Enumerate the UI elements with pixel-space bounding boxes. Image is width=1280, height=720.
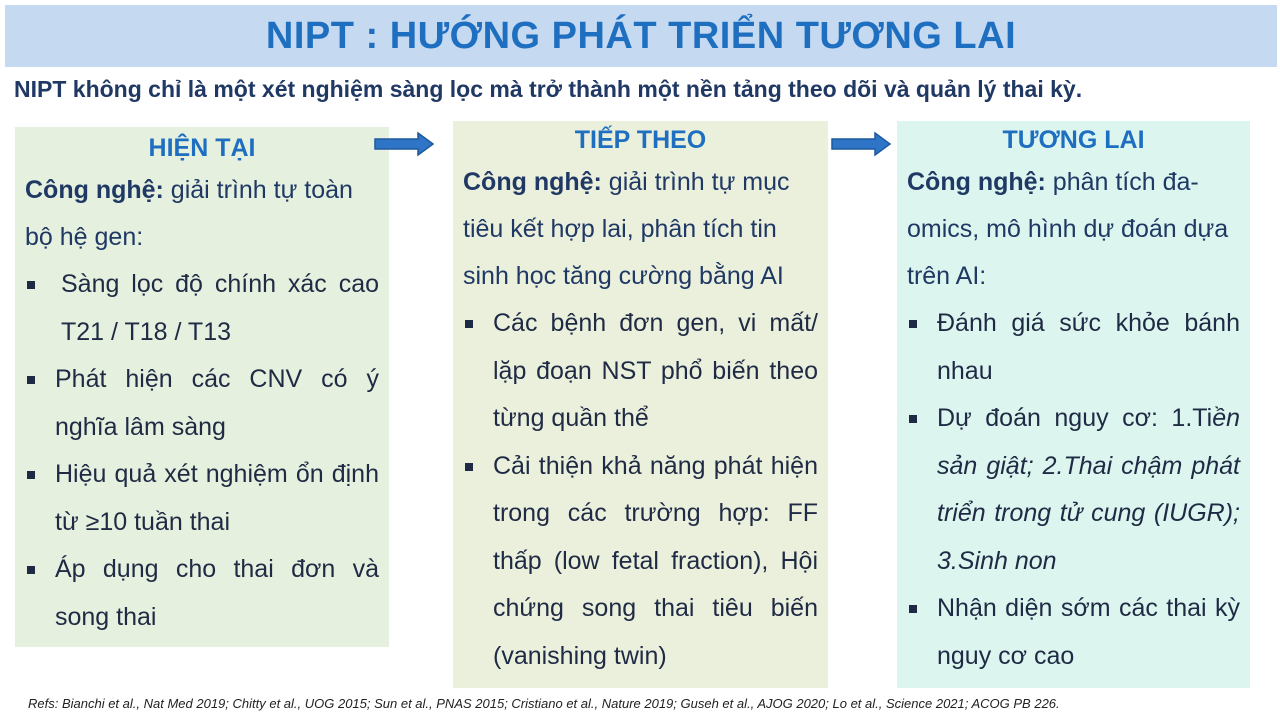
- bullet-list: [25, 261, 379, 641]
- references-footnote: Refs: Bianchi et al., Nat Med 2019; Chitty et al., UOG 2015; Sun et al., PNAS 2015; Cristiano et al., Nature 2019; Guseh et al., AJOG 2020; Lo et al., Science 2021; ACOG PB 226.: [28, 696, 1060, 711]
- list-item: Áp dụng cho thai đơn và song thai: [25, 546, 379, 641]
- technology-label: Công nghệ:: [463, 168, 602, 196]
- bullet-list: [907, 300, 1240, 680]
- list-item: Đánh giá sức khỏe bánh nhau: [907, 300, 1240, 395]
- column-current: [15, 127, 389, 647]
- column-future: [897, 121, 1250, 688]
- column-heading: TIẾP THEO: [574, 126, 707, 154]
- technology-label: Công nghệ:: [25, 176, 164, 204]
- list-item: Cải thiện khả năng phát hiện trong các trường hợp: FF thấp (low fetal fraction), Hội chứng song thai tiêu biến (vanishing twin): [463, 443, 818, 681]
- column-heading: TƯƠNG LAI: [1002, 126, 1145, 154]
- list-item: Hiệu quả xét nghiệm ổn định từ ≥10 tuần thai: [25, 451, 379, 546]
- technology-description: phân tích đa-omics, mô hình dự đoán dựa trên AI:: [907, 168, 1229, 290]
- bullet-list: [463, 300, 818, 680]
- list-item-risk-prediction: [907, 395, 1240, 585]
- arrow-right-icon: [374, 131, 434, 157]
- column-next: [453, 121, 828, 688]
- page-subtitle: NIPT không chỉ là một xét nghiệm sàng lọc mà trở thành một nền tảng theo dõi và quản lý thai kỳ.: [14, 76, 1083, 102]
- page-title: NIPT : HƯỚNG PHÁT TRIỂN TƯƠNG LAI: [265, 14, 1017, 57]
- arrow-right-icon: [831, 131, 891, 157]
- technology-description: giải trình tự toàn bộ hệ gen:: [25, 176, 353, 251]
- list-item: Các bệnh đơn gen, vi mất/ lặp đoạn NST phổ biến theo từng quần thể: [463, 300, 818, 443]
- list-item: Nhận diện sớm các thai kỳ nguy cơ cao: [907, 585, 1240, 680]
- technology-text: [463, 159, 818, 300]
- list-item: Phát hiện các CNV có ý nghĩa lâm sàng: [25, 356, 379, 451]
- risk-item-italic-text: ền sản giật; 2.Thai chậm phát triển trong tử cung (IUGR); 3.Sinh non: [937, 404, 1240, 575]
- list-item: Sàng lọc độ chính xác cao T21 / T18 / T13: [25, 261, 379, 356]
- technology-description: giải trình tự mục tiêu kết hợp lai, phân tích tin sinh học tăng cường bằng AI: [463, 168, 790, 290]
- column-heading: HIỆN TẠI: [148, 134, 256, 162]
- technology-text: [907, 159, 1240, 300]
- technology-text: [25, 167, 379, 261]
- risk-item-text: Dự đoán nguy cơ: 1.Ti: [937, 404, 1213, 432]
- technology-label: Công nghệ:: [907, 168, 1046, 196]
- title-banner: [5, 5, 1277, 67]
